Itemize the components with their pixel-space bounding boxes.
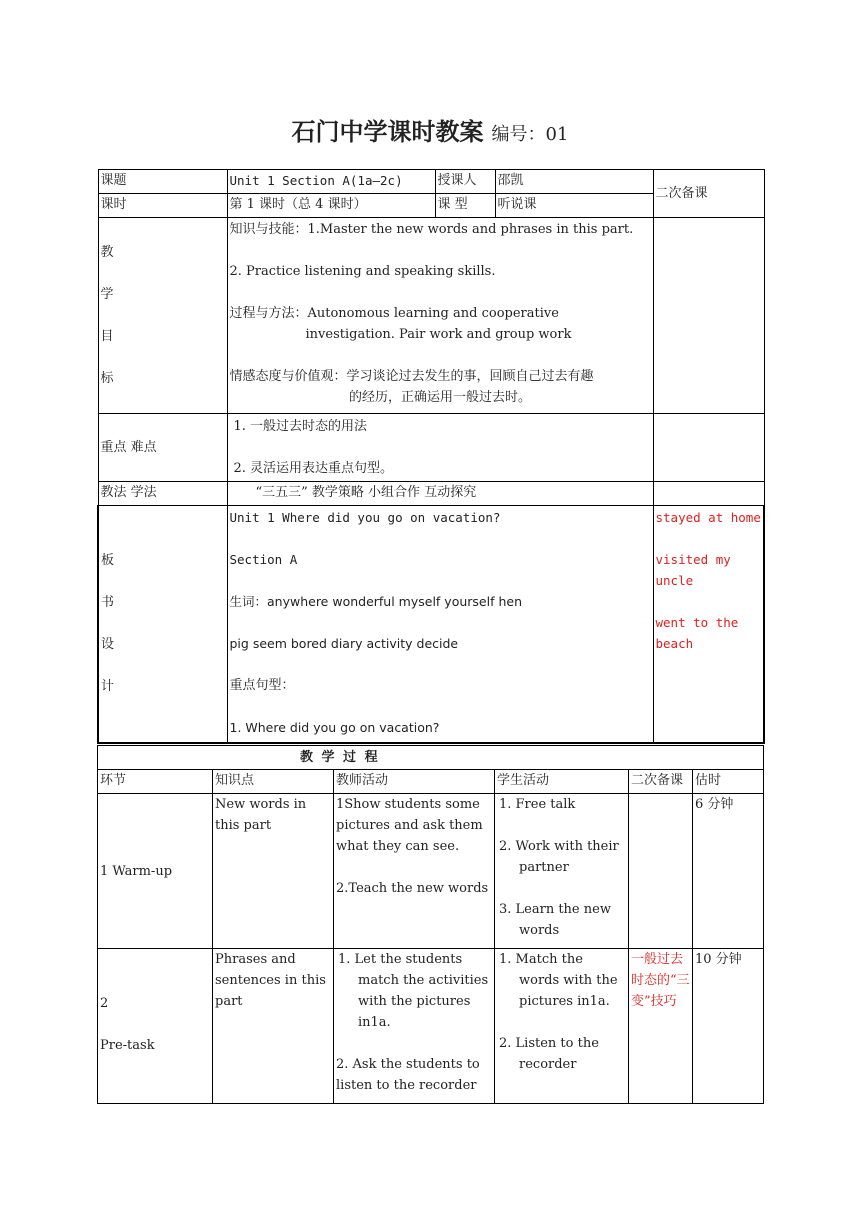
knowledge-cell: New words in this part bbox=[213, 794, 334, 949]
goals-char: 标 bbox=[100, 370, 114, 386]
goal-emotion: 情感态度与价值观：学习谈论过去发生的事，回顾自己过去有趣 bbox=[229, 369, 594, 384]
student-activity-cell bbox=[495, 949, 629, 1104]
stage-number: 2 bbox=[100, 996, 109, 1011]
board-char: 板 bbox=[101, 552, 115, 568]
teacher-activity: 1. Let the students match the activities with the pictures in1a. bbox=[338, 952, 489, 1030]
column-header: 估时 bbox=[693, 770, 764, 794]
student-activity: 2. Listen to the recorder bbox=[499, 1036, 599, 1072]
side-note: went to the beach bbox=[655, 615, 739, 651]
teacher-activity: 2. Ask the students to listen to the recorder bbox=[336, 1057, 480, 1093]
teacher-activity: 2.Teach the new words bbox=[336, 881, 489, 896]
board-char: 设 bbox=[101, 636, 115, 652]
teacher-activity: 1Show students some pictures and ask them what they can see. bbox=[336, 797, 483, 854]
methods-label: 教法 学法 bbox=[98, 482, 227, 506]
side-note: visited my uncle bbox=[655, 552, 731, 588]
student-activity: 2. Work with their partner bbox=[499, 839, 619, 875]
time-cell: 10 分钟 bbox=[693, 949, 764, 1104]
second-prep-header: 二次备课 bbox=[653, 170, 764, 218]
goals-content bbox=[227, 218, 653, 414]
goals-char: 教 bbox=[100, 244, 114, 260]
type-label: 课 型 bbox=[435, 194, 495, 218]
goals-label bbox=[98, 218, 227, 414]
column-header: 学生活动 bbox=[495, 770, 629, 794]
side-note: stayed at home bbox=[655, 510, 761, 525]
period-value: 第 1 课时（总 4 课时） bbox=[227, 194, 435, 218]
board-char: 计 bbox=[101, 678, 115, 694]
key-point-item: 1. 一般过去时态的用法 bbox=[233, 419, 368, 434]
board-sentences-label: 重点句型： bbox=[229, 678, 295, 693]
goal-process: 过程与方法：Autonomous learning and cooperative bbox=[229, 306, 559, 321]
board-side-notes bbox=[653, 506, 764, 743]
column-header: 教师活动 bbox=[334, 770, 495, 794]
methods-second-prep bbox=[653, 482, 764, 506]
lesson-info-table bbox=[97, 169, 765, 744]
table-row bbox=[98, 794, 764, 949]
student-activity: 1. Match the words with the pictures in1a. bbox=[499, 952, 618, 1009]
topic-value: Unit 1 Section A(1a—2c) bbox=[227, 170, 435, 194]
teacher-activity-cell bbox=[334, 794, 495, 949]
type-value: 听说课 bbox=[495, 194, 653, 218]
column-header: 环节 bbox=[98, 770, 213, 794]
student-activity: 1. Free talk bbox=[499, 797, 576, 812]
page-title bbox=[0, 112, 860, 147]
stage-cell: 1 Warm-up bbox=[98, 794, 213, 949]
table-row bbox=[98, 949, 764, 1104]
student-activity-cell bbox=[495, 794, 629, 949]
key-points-label: 重点 难点 bbox=[98, 414, 227, 482]
goal-knowledge: 知识与技能：1.Master the new words and phrases in this part. bbox=[229, 222, 634, 237]
student-activity: 3. Learn the new words bbox=[499, 902, 611, 938]
key-points-second-prep bbox=[653, 414, 764, 482]
goal-skill: 2. Practice listening and speaking skills. bbox=[229, 264, 496, 279]
teacher-activity-cell bbox=[334, 949, 495, 1104]
goals-char: 学 bbox=[100, 286, 114, 302]
knowledge-cell: Phrases and sentences in this part bbox=[213, 949, 334, 1104]
board-sentence: 1. Where did you go on vacation? bbox=[229, 720, 440, 735]
board-content bbox=[227, 506, 653, 743]
stage-name: Pre-task bbox=[100, 1038, 155, 1053]
stage-cell bbox=[98, 949, 213, 1104]
goals-char: 目 bbox=[100, 328, 114, 344]
topic-label: 课题 bbox=[98, 170, 227, 194]
key-points-content bbox=[227, 414, 653, 482]
methods-value: “三五三” 教学策略 小组合作 互动探究 bbox=[227, 482, 653, 506]
goal-process-cont: investigation. Pair work and group work bbox=[305, 327, 572, 342]
key-point-item: 2. 灵活运用表达重点句型。 bbox=[233, 461, 394, 476]
goal-emotion-cont: 的经历，正确运用一般过去时。 bbox=[348, 390, 531, 405]
column-header: 二次备课 bbox=[629, 770, 693, 794]
board-section: Section A bbox=[229, 552, 298, 567]
process-heading: 教 学 过 程 bbox=[98, 746, 764, 770]
teaching-process-table bbox=[97, 745, 764, 1104]
second-prep-cell bbox=[629, 794, 693, 949]
second-prep-cell: 一般过去时态的“三变”技巧 bbox=[629, 949, 693, 1104]
board-title: Unit 1 Where did you go on vacation? bbox=[229, 510, 501, 525]
board-words-cont: pig seem bored diary activity decide bbox=[229, 636, 459, 651]
board-label bbox=[98, 506, 227, 743]
board-words: 生词：anywhere wonderful myself yourself hen bbox=[229, 594, 522, 609]
teacher-value: 邵凯 bbox=[495, 170, 653, 194]
code-label: 编号：01 bbox=[491, 124, 569, 145]
column-header: 知识点 bbox=[213, 770, 334, 794]
board-char: 书 bbox=[101, 594, 115, 610]
title-text: 石门中学课时教案 bbox=[291, 118, 484, 146]
goals-second-prep bbox=[653, 218, 764, 414]
teacher-label: 授课人 bbox=[435, 170, 495, 194]
period-label: 课时 bbox=[98, 194, 227, 218]
time-cell: 6 分钟 bbox=[693, 794, 764, 949]
